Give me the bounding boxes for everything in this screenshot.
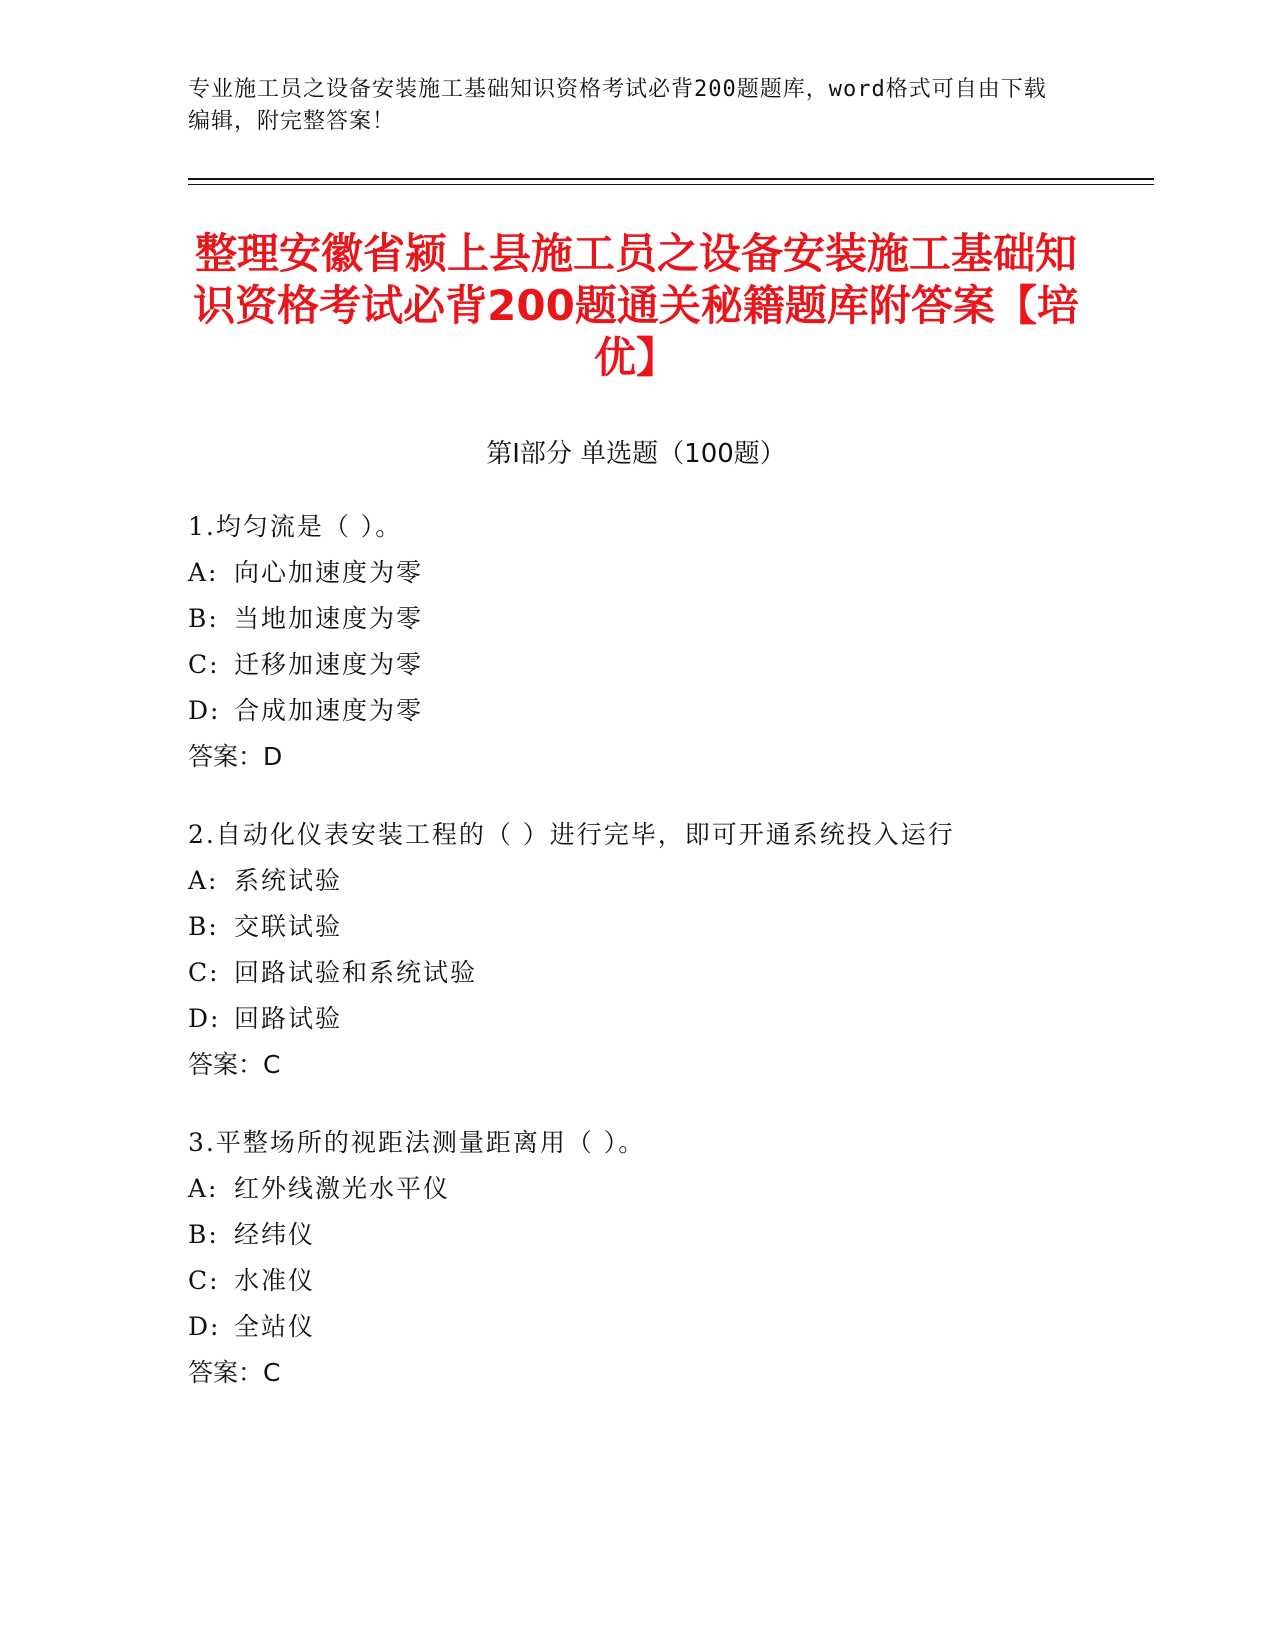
option-d xyxy=(188,688,1128,734)
option-c xyxy=(188,1258,1128,1304)
option-key: B: xyxy=(188,1220,219,1249)
option-key: A: xyxy=(188,558,219,587)
option-text: 交联试验 xyxy=(234,912,343,941)
question-stem: 1.均匀流是（ ）。 xyxy=(188,512,403,541)
option-c xyxy=(188,642,1128,688)
option-key: D: xyxy=(188,696,221,725)
option-text: 回路试验 xyxy=(234,1004,343,1033)
option-a xyxy=(188,858,1128,904)
question-stem: 2.自动化仪表安装工程的（ ）进行完毕，即可开通系统投入运行 xyxy=(188,820,955,849)
header-note: 专业施工员之设备安装施工基础知识资格考试必背200题题库，word格式可自由下载编辑，附完整答案！ xyxy=(188,77,1047,134)
option-a xyxy=(188,1166,1128,1212)
option-d xyxy=(188,996,1128,1042)
option-b xyxy=(188,904,1128,950)
option-text: 合成加速度为零 xyxy=(234,696,424,725)
answer: 答案：C xyxy=(188,1358,281,1387)
answer: 答案：D xyxy=(188,742,283,771)
question-1 xyxy=(188,504,1128,780)
option-c xyxy=(188,950,1128,996)
option-text: 经纬仪 xyxy=(234,1220,316,1249)
option-key: A: xyxy=(188,1174,219,1203)
option-key: C: xyxy=(188,650,220,679)
option-text: 红外线激光水平仪 xyxy=(234,1174,451,1203)
option-key: D: xyxy=(188,1312,221,1341)
option-key: C: xyxy=(188,1266,220,1295)
header-rule-thin xyxy=(188,184,1154,185)
option-d xyxy=(188,1304,1128,1350)
option-key: B: xyxy=(188,604,219,633)
option-text: 回路试验和系统试验 xyxy=(234,958,478,987)
question-2 xyxy=(188,812,1128,1088)
answer: 答案：C xyxy=(188,1050,281,1079)
question-stem: 3.平整场所的视距法测量距离用（ ）。 xyxy=(188,1128,646,1157)
document-title: 整理安徽省颍上县施工员之设备安装施工基础知识资格考试必背200题通关秘籍题库附答案【培优】 xyxy=(193,229,1079,382)
option-text: 迁移加速度为零 xyxy=(234,650,424,679)
option-text: 全站仪 xyxy=(234,1312,316,1341)
option-text: 向心加速度为零 xyxy=(234,558,424,587)
option-text: 水准仪 xyxy=(234,1266,316,1295)
header-rule-thick xyxy=(188,178,1154,180)
option-a xyxy=(188,550,1128,596)
question-3 xyxy=(188,1120,1128,1396)
option-key: D: xyxy=(188,1004,221,1033)
option-text: 当地加速度为零 xyxy=(234,604,424,633)
option-key: C: xyxy=(188,958,220,987)
option-key: A: xyxy=(188,866,219,895)
option-key: B: xyxy=(188,912,219,941)
option-b xyxy=(188,596,1128,642)
option-b xyxy=(188,1212,1128,1258)
section-heading: 第Ⅰ部分 单选题（100题） xyxy=(486,439,786,469)
option-text: 系统试验 xyxy=(234,866,343,895)
